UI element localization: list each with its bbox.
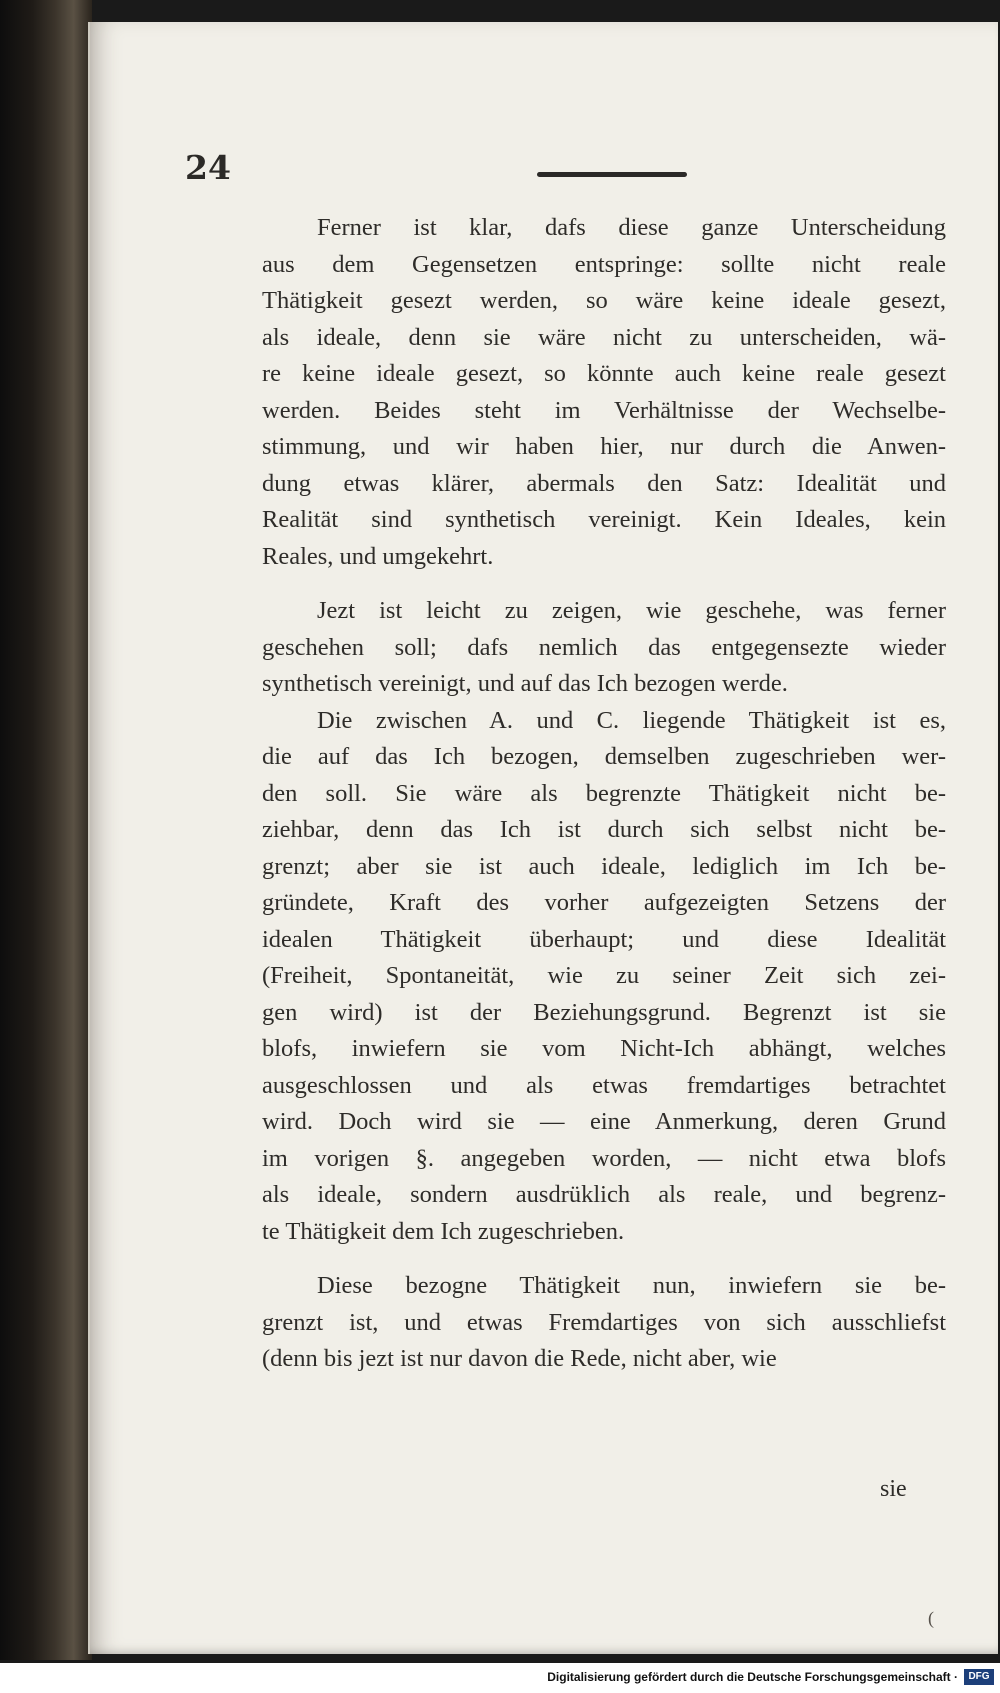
paragraph-1 <box>262 210 946 575</box>
text-line: Diese bezogne Thätigkeit nun, inwiefern sie be- <box>317 1272 946 1299</box>
footer-bar <box>0 1663 1000 1693</box>
text-line: werden. Beides steht im Verhältnisse der Wechselbe- <box>262 396 946 424</box>
page-number: 24 <box>185 148 231 187</box>
header-rule <box>537 172 687 177</box>
text-line: idealen Thätigkeit überhaupt; und diese Idealität <box>262 925 946 953</box>
text-line: aus dem Gegensetzen entspringe: sollte nicht reale <box>262 250 946 278</box>
body-text <box>262 210 946 1378</box>
text-line: ziehbar, denn das Ich ist durch sich selbst nicht be- <box>262 816 946 843</box>
text-line: Ferner ist klar, dafs diese ganze Unterscheidung <box>317 214 946 241</box>
text-line: gründete, Kraft des vorher aufgezeigten Setzens der <box>262 889 946 916</box>
text-line: Jezt ist leicht zu zeigen, wie geschehe, was ferner <box>317 597 946 624</box>
text-line: den soll. Sie wäre als begrenzte Thätigkeit nicht be- <box>262 779 946 807</box>
text-line: stimmung, und wir haben hier, nur durch die Anwen- <box>262 433 946 460</box>
text-line: synthetisch vereinigt, und auf das Ich bezogen werde. <box>262 670 788 697</box>
text-line: dung etwas klärer, abermals den Satz: Idealität und <box>262 469 946 497</box>
text-line: Reales, und umgekehrt. <box>262 542 494 570</box>
text-line: re keine ideale gesezt, so könnte auch keine reale gesezt <box>262 360 946 387</box>
dfg-logo: DFG <box>964 1669 994 1685</box>
text-line: Die zwischen A. und C. liegende Thätigkeit ist es, <box>317 706 946 734</box>
text-line: (denn bis jezt ist nur davon die Rede, nicht aber, wie <box>262 1345 777 1372</box>
text-line: geschehen soll; dafs nemlich das entgegensezte wieder <box>262 633 946 661</box>
paragraph-4 <box>262 1268 946 1378</box>
text-line: Thätigkeit gesezt werden, so wäre keine ideale gesezt, <box>262 287 946 314</box>
text-line: die auf das Ich bezogen, demselben zugeschrieben wer- <box>262 743 946 770</box>
footer-credit: Digitalisierung gefördert durch die Deutsche Forschungsgemeinschaft · <box>547 1670 958 1684</box>
text-line: als ideale, denn sie wäre nicht zu unterscheiden, wä- <box>262 323 946 351</box>
text-line: blofs, inwiefern sie vom Nicht-Ich abhängt, welches <box>262 1035 946 1062</box>
text-line: (Freiheit, Spontaneität, wie zu seiner Zeit sich zei- <box>262 962 946 989</box>
text-line: ausgeschlossen und als etwas fremdartiges betrachtet <box>262 1071 946 1099</box>
catchword: sie <box>880 1476 907 1502</box>
text-line: grenzt; aber sie ist auch ideale, lediglich im Ich be- <box>262 852 946 880</box>
paragraph-3 <box>262 703 946 1251</box>
text-line: Realität sind synthetisch vereinigt. Kein Ideales, kein <box>262 506 946 533</box>
book-binding <box>0 0 92 1660</box>
paragraph-2 <box>262 593 946 703</box>
text-line: wird. Doch wird sie — eine Anmerkung, deren Grund <box>262 1108 946 1135</box>
text-line: als ideale, sondern ausdrüklich als reale, und begrenz- <box>262 1181 946 1208</box>
text-line: te Thätigkeit dem Ich zugeschrieben. <box>262 1217 625 1245</box>
text-line: gen wird) ist der Beziehungsgrund. Begrenzt ist sie <box>262 998 946 1026</box>
margin-mark: ( <box>928 1608 934 1628</box>
text-line: im vorigen §. angegeben worden, — nicht etwa blofs <box>262 1144 946 1172</box>
text-line: grenzt ist, und etwas Fremdartiges von sich ausschliefst <box>262 1308 946 1336</box>
